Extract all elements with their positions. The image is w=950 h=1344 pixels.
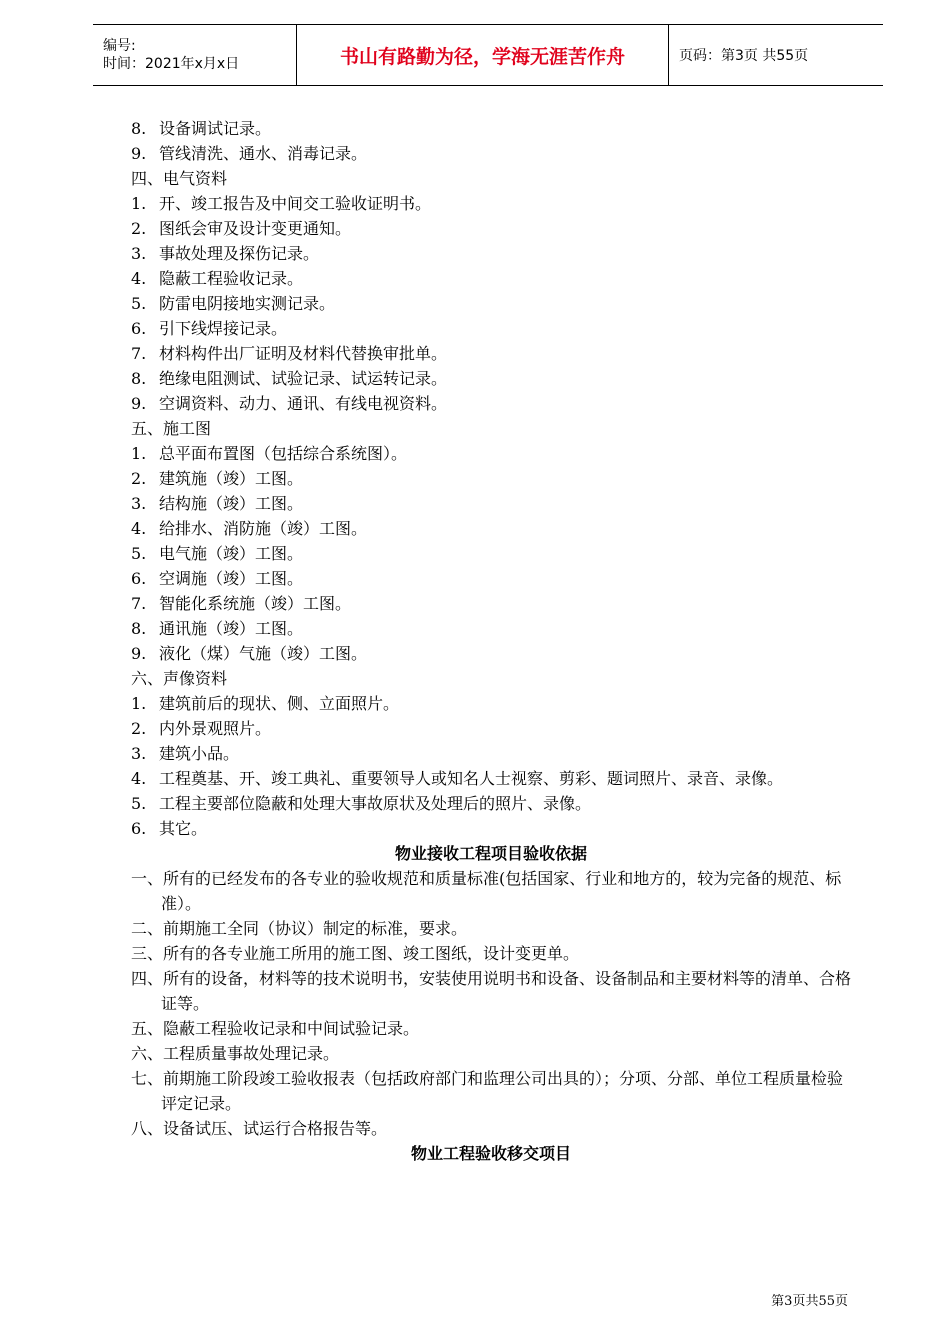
heading-handover-items: 物业工程验收移交项目: [410, 1144, 571, 1163]
list-item-number: 9.: [131, 644, 147, 663]
list-item-text: 智能化系统施（竣）工图。: [159, 594, 352, 613]
list-item: [131, 541, 851, 566]
list-item-text: 设备调试记录。: [159, 119, 272, 138]
list-acceptance-basis: [131, 866, 851, 1141]
list-item-text: 防雷电阴接地实测记录。: [159, 294, 336, 313]
list-item: [131, 116, 851, 141]
list-item-number: 5.: [131, 544, 147, 563]
basis-item: 七、前期施工阶段竣工验收报表（包括政府部门和监理公司出具的）；分项、分部、单位工程质量检验评定记录。: [131, 1069, 844, 1113]
list-item-text: 工程奠基、开、竣工典礼、重要领导人或知名人士视察、剪彩、题词照片、录音、录像。: [159, 769, 784, 788]
list-item-text: 事故处理及探伤记录。: [159, 244, 320, 263]
list-item-text: 空调资料、动力、通讯、有线电视资料。: [159, 394, 448, 413]
list-item-text: 给排水、消防施（竣）工图。: [159, 519, 368, 538]
list-continued: [131, 116, 851, 166]
list-item-number: 1.: [131, 694, 147, 713]
list-item-text: 绝缘电阻测试、试验记录、试运转记录。: [159, 369, 448, 388]
section-heading-drawings: 五、施工图: [131, 419, 212, 438]
page-footer: 第3页共55页: [771, 1294, 848, 1309]
list-item-text: 电气施（竣）工图。: [159, 544, 304, 563]
list-item-number: 4.: [131, 769, 147, 788]
section-heading-audiovisual: 六、声像资料: [131, 669, 228, 688]
list-item-number: 4.: [131, 269, 147, 288]
list-item: [131, 191, 851, 216]
list-item: [131, 216, 851, 241]
list-item: [131, 366, 851, 391]
list-item-text: 总平面布置图（包括综合系统图）。: [159, 444, 408, 463]
section-heading-electrical: 四、电气资料: [131, 169, 228, 188]
list-item: [131, 616, 851, 641]
list-item-text: 液化（煤）气施（竣）工图。: [159, 644, 368, 663]
list-item-text: 图纸会审及设计变更通知。: [159, 219, 352, 238]
list-item-number: 8.: [131, 119, 147, 138]
list-item-text: 工程主要部位隐蔽和处理大事故原状及处理后的照片、录像。: [159, 794, 592, 813]
heading-acceptance-basis: 物业接收工程项目验收依据: [394, 844, 587, 863]
list-item-text: 建筑施（竣）工图。: [159, 469, 304, 488]
list-item-text: 建筑小品。: [159, 744, 240, 763]
header-meta: [93, 25, 296, 85]
document-body: [131, 116, 851, 1166]
list-item: [131, 716, 851, 741]
list-item-number: 3.: [131, 744, 147, 763]
list-item-text: 空调施（竣）工图。: [159, 569, 304, 588]
list-item-number: 7.: [131, 344, 147, 363]
basis-item: 八、设备试压、试运行合格报告等。: [131, 1119, 388, 1138]
list-item-text: 内外景观照片。: [159, 719, 272, 738]
list-item: [131, 466, 851, 491]
list-item: [131, 816, 851, 841]
list-item: [131, 566, 851, 591]
list-item-number: 1.: [131, 444, 147, 463]
list-item-text: 开、竣工报告及中间交工验收证明书。: [159, 194, 432, 213]
header-motto: 书山有路勤为径，学海无涯苦作舟: [296, 25, 669, 85]
list-item: [131, 791, 851, 816]
list-item-number: 5.: [131, 794, 147, 813]
list-item: [131, 691, 851, 716]
list-item: [131, 141, 851, 166]
list-item-number: 4.: [131, 519, 147, 538]
list-item-number: 6.: [131, 819, 147, 838]
date-label: 时间：2021年x月x日: [103, 56, 240, 72]
list-item-number: 3.: [131, 494, 147, 513]
list-item-number: 9.: [131, 144, 147, 163]
list-item-number: 3.: [131, 244, 147, 263]
list-item: [131, 391, 851, 416]
list-item-text: 通讯施（竣）工图。: [159, 619, 304, 638]
list-item: [131, 241, 851, 266]
basis-item: 六、工程质量事故处理记录。: [131, 1044, 340, 1063]
basis-item: 五、隐蔽工程验收记录和中间试验记录。: [131, 1019, 420, 1038]
list-drawings: [131, 441, 851, 666]
list-item-text: 建筑前后的现状、侧、立面照片。: [159, 694, 400, 713]
list-item-number: 8.: [131, 619, 147, 638]
list-item: [131, 266, 851, 291]
list-item: [131, 341, 851, 366]
list-item-number: 9.: [131, 394, 147, 413]
list-item: [131, 516, 851, 541]
list-item: [131, 766, 851, 791]
basis-item: 三、所有的各专业施工所用的施工图、竣工图纸，设计变更单。: [131, 944, 580, 963]
list-item-text: 材料构件出厂证明及材料代替换审批单。: [159, 344, 448, 363]
list-item-text: 管线清洗、通水、消毒记录。: [159, 144, 368, 163]
list-item-number: 2.: [131, 719, 147, 738]
list-electrical: [131, 191, 851, 416]
list-item: [131, 316, 851, 341]
list-item-number: 8.: [131, 369, 147, 388]
list-item-number: 6.: [131, 319, 147, 338]
list-item-number: 5.: [131, 294, 147, 313]
list-audiovisual: [131, 691, 851, 841]
list-item: [131, 491, 851, 516]
serial-label: 编号:: [103, 38, 136, 54]
list-item: [131, 741, 851, 766]
list-item-number: 2.: [131, 219, 147, 238]
basis-item: 二、前期施工全同（协议）制定的标准，要求。: [131, 919, 468, 938]
list-item-number: 7.: [131, 594, 147, 613]
list-item: [131, 591, 851, 616]
list-item-number: 6.: [131, 569, 147, 588]
list-item: [131, 291, 851, 316]
basis-item: 四、所有的设备，材料等的技术说明书，安装使用说明书和设备、设备制品和主要材料等的清单、合格证等。: [131, 969, 852, 1013]
list-item-text: 隐蔽工程验收记录。: [159, 269, 304, 288]
list-item: [131, 641, 851, 666]
list-item-text: 引下线焊接记录。: [159, 319, 288, 338]
header-page-label: 页码：第3页 共55页: [679, 48, 809, 64]
list-item-number: 2.: [131, 469, 147, 488]
list-item-text: 其它。: [159, 819, 208, 838]
list-item-number: 1.: [131, 194, 147, 213]
list-item: [131, 441, 851, 466]
page-header: [93, 24, 883, 86]
list-item-text: 结构施（竣）工图。: [159, 494, 304, 513]
basis-item: 一、所有的已经发布的各专业的验收规范和质量标准(包括国家、行业和地方的，较为完备的规范、标准）。: [131, 869, 842, 913]
